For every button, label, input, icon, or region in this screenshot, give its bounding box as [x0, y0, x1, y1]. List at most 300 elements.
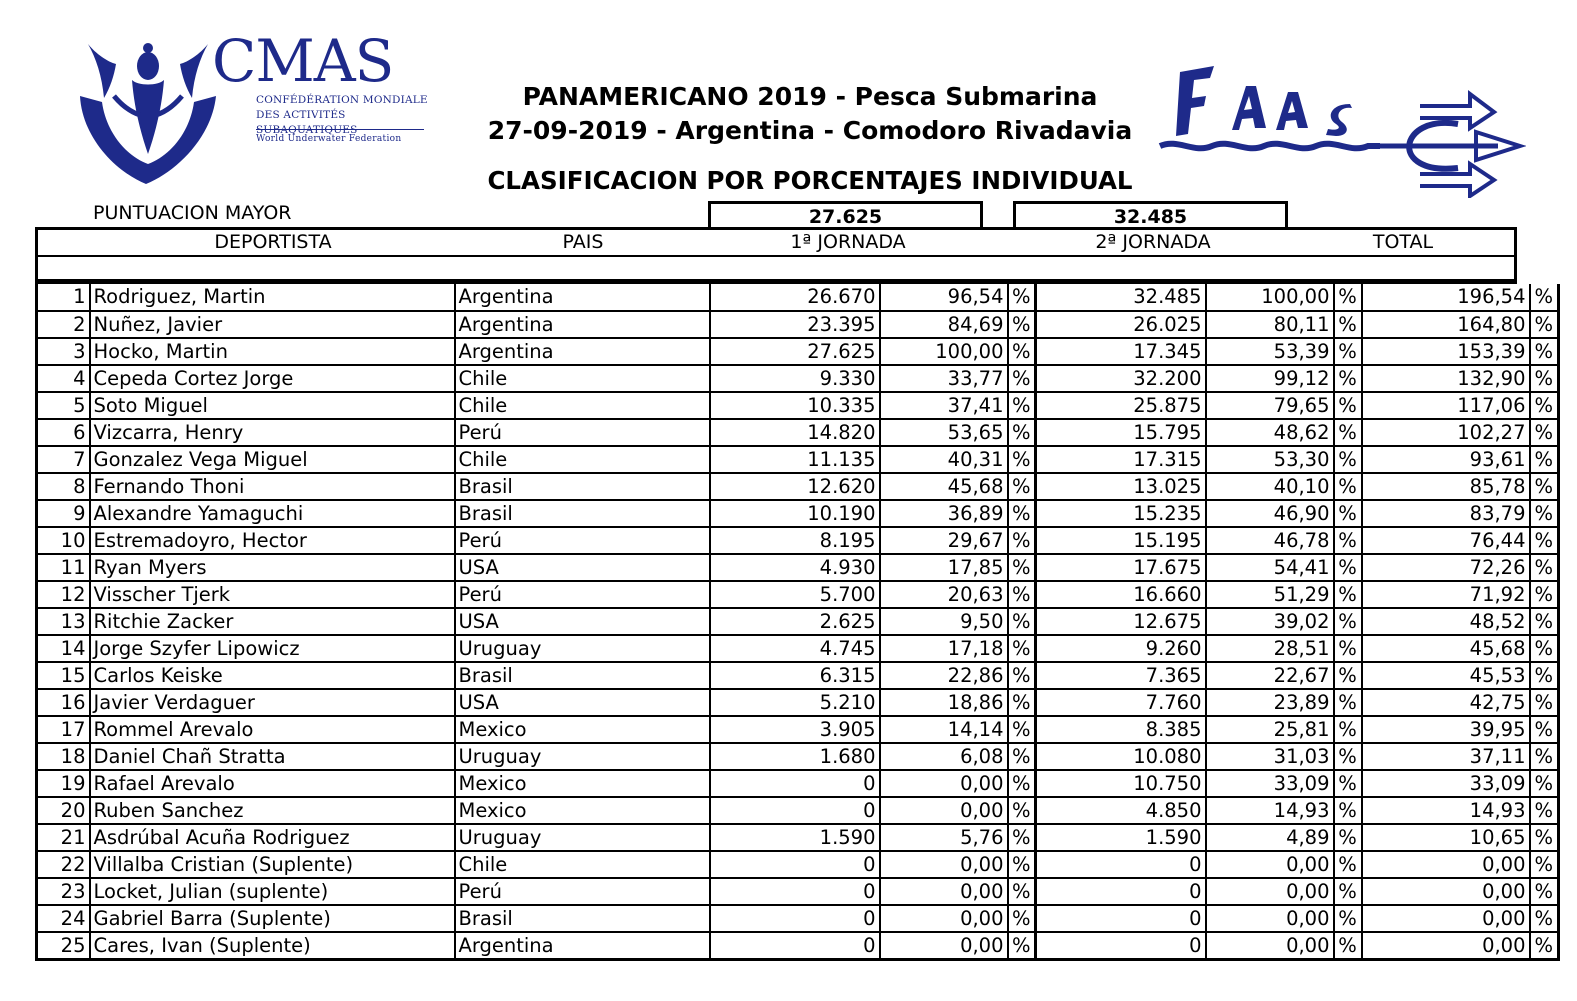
day1-points: 3.905 [710, 716, 880, 743]
day2-percent: 79,65 [1206, 392, 1334, 419]
country-name: Perú [455, 419, 710, 446]
day2-percent-symbol: % [1334, 284, 1362, 311]
table-row [37, 527, 1559, 554]
day1-points: 0 [710, 932, 880, 960]
day1-percent-symbol: % [1008, 635, 1036, 662]
total-percent-symbol: % [1530, 743, 1559, 770]
total-percent-symbol: % [1530, 338, 1559, 365]
event-title: PANAMERICANO 2019 - Pesca Submarina [522, 82, 1098, 111]
day2-percent-symbol: % [1334, 392, 1362, 419]
day2-percent-symbol: % [1334, 743, 1362, 770]
day2-points: 15.795 [1036, 419, 1206, 446]
total-percent-symbol: % [1530, 311, 1559, 338]
country-name: Chile [455, 365, 710, 392]
total-percent-symbol: % [1530, 446, 1559, 473]
day2-percent-symbol: % [1334, 770, 1362, 797]
total-percent-symbol: % [1530, 689, 1559, 716]
total-percent-symbol: % [1530, 554, 1559, 581]
total-percent: 93,61 [1362, 446, 1530, 473]
day1-points: 1.590 [710, 824, 880, 851]
day2-percent-symbol: % [1334, 338, 1362, 365]
day1-percent: 0,00 [880, 878, 1008, 905]
day2-points: 17.675 [1036, 554, 1206, 581]
day1-percent-symbol: % [1008, 581, 1036, 608]
table-row [37, 770, 1559, 797]
day2-percent-symbol: % [1334, 905, 1362, 932]
athlete-name: Cares, Ivan (Suplente) [90, 932, 455, 960]
country-name: USA [455, 608, 710, 635]
table-row [37, 338, 1559, 365]
rank-cell: 15 [37, 662, 90, 689]
cmas-subtitle-line2: DES ACTIVITÉS SUBAQUATIQUES [256, 109, 358, 136]
day1-percent: 18,86 [880, 689, 1008, 716]
day2-percent-symbol: % [1334, 365, 1362, 392]
day1-percent: 14,14 [880, 716, 1008, 743]
table-row [37, 392, 1559, 419]
cmas-subtitle [256, 93, 431, 138]
column-day2: 2ª JORNADA [1095, 231, 1211, 253]
day2-percent: 0,00 [1206, 932, 1334, 960]
day1-points: 0 [710, 878, 880, 905]
day1-percent-symbol: % [1008, 446, 1036, 473]
day2-percent: 54,41 [1206, 554, 1334, 581]
day2-points: 25.875 [1036, 392, 1206, 419]
day1-percent: 0,00 [880, 770, 1008, 797]
athlete-name: Rodriguez, Martin [90, 284, 455, 311]
day2-percent-symbol: % [1334, 446, 1362, 473]
day1-percent: 53,65 [880, 419, 1008, 446]
day2-points: 0 [1036, 905, 1206, 932]
day2-percent: 33,09 [1206, 770, 1334, 797]
event-date-location: 27-09-2019 - Argentina - Comodoro Rivadavia [487, 116, 1133, 145]
table-row [37, 446, 1559, 473]
country-name: Perú [455, 581, 710, 608]
athlete-name: Ruben Sanchez [90, 797, 455, 824]
day1-percent-symbol: % [1008, 608, 1036, 635]
total-percent-symbol: % [1530, 365, 1559, 392]
country-name: Argentina [455, 932, 710, 960]
total-percent: 83,79 [1362, 500, 1530, 527]
day1-percent: 45,68 [880, 473, 1008, 500]
athlete-name: Alexandre Yamaguchi [90, 500, 455, 527]
best-score-day2: 32.485 [1013, 201, 1288, 229]
rank-cell: 11 [37, 554, 90, 581]
day2-points: 4.850 [1036, 797, 1206, 824]
rank-cell: 7 [37, 446, 90, 473]
table-row [37, 581, 1559, 608]
day2-points: 1.590 [1036, 824, 1206, 851]
day2-percent: 0,00 [1206, 878, 1334, 905]
total-percent: 117,06 [1362, 392, 1530, 419]
day1-percent: 0,00 [880, 851, 1008, 878]
faas-logo-icon [1158, 64, 1526, 198]
day2-points: 10.750 [1036, 770, 1206, 797]
day1-percent-symbol: % [1008, 743, 1036, 770]
day2-points: 32.485 [1036, 284, 1206, 311]
total-percent: 45,53 [1362, 662, 1530, 689]
rank-cell: 24 [37, 905, 90, 932]
rank-cell: 2 [37, 311, 90, 338]
athlete-name: Locket, Julian (suplente) [90, 878, 455, 905]
day1-points: 0 [710, 770, 880, 797]
athlete-name: Estremadoyro, Hector [90, 527, 455, 554]
total-percent-symbol: % [1530, 608, 1559, 635]
day1-percent: 17,18 [880, 635, 1008, 662]
day1-points: 8.195 [710, 527, 880, 554]
day2-percent: 80,11 [1206, 311, 1334, 338]
day1-percent-symbol: % [1008, 419, 1036, 446]
athlete-name: Soto Miguel [90, 392, 455, 419]
total-percent: 10,65 [1362, 824, 1530, 851]
rank-cell: 17 [37, 716, 90, 743]
athlete-name: Rafael Arevalo [90, 770, 455, 797]
table-row [37, 635, 1559, 662]
cmas-emblem-icon [74, 36, 222, 186]
athlete-name: Visscher Tjerk [90, 581, 455, 608]
table-row [37, 311, 1559, 338]
day1-percent-symbol: % [1008, 932, 1036, 960]
day1-points: 27.625 [710, 338, 880, 365]
day1-points: 4.745 [710, 635, 880, 662]
athlete-name: Javier Verdaguer [90, 689, 455, 716]
day2-points: 32.200 [1036, 365, 1206, 392]
day2-percent: 0,00 [1206, 851, 1334, 878]
day1-percent: 40,31 [880, 446, 1008, 473]
day1-percent-symbol: % [1008, 797, 1036, 824]
rank-cell: 4 [37, 365, 90, 392]
day1-percent: 0,00 [880, 905, 1008, 932]
day1-percent-symbol: % [1008, 770, 1036, 797]
day2-points: 0 [1036, 932, 1206, 960]
table-row [37, 689, 1559, 716]
total-percent: 0,00 [1362, 932, 1530, 960]
day2-percent: 99,12 [1206, 365, 1334, 392]
day2-points: 8.385 [1036, 716, 1206, 743]
rank-cell: 13 [37, 608, 90, 635]
day1-percent-symbol: % [1008, 284, 1036, 311]
total-percent: 85,78 [1362, 473, 1530, 500]
country-name: Brasil [455, 473, 710, 500]
day1-percent: 22,86 [880, 662, 1008, 689]
day1-points: 1.680 [710, 743, 880, 770]
day2-percent: 28,51 [1206, 635, 1334, 662]
rank-cell: 20 [37, 797, 90, 824]
results-table [35, 284, 1560, 961]
day1-points: 23.395 [710, 311, 880, 338]
athlete-name: Nuñez, Javier [90, 311, 455, 338]
day1-percent-symbol: % [1008, 851, 1036, 878]
rank-cell: 16 [37, 689, 90, 716]
table-row [37, 662, 1559, 689]
day1-points: 0 [710, 851, 880, 878]
classification-title: CLASIFICACION POR PORCENTAJES INDIVIDUAL [487, 166, 1133, 195]
day2-percent: 48,62 [1206, 419, 1334, 446]
country-name: Chile [455, 392, 710, 419]
total-percent: 14,93 [1362, 797, 1530, 824]
total-percent: 45,68 [1362, 635, 1530, 662]
day1-percent: 0,00 [880, 797, 1008, 824]
day1-percent-symbol: % [1008, 392, 1036, 419]
day2-percent-symbol: % [1334, 662, 1362, 689]
country-name: Argentina [455, 284, 710, 311]
day2-percent-symbol: % [1334, 878, 1362, 905]
athlete-name: Daniel Chañ Stratta [90, 743, 455, 770]
day1-percent: 37,41 [880, 392, 1008, 419]
total-percent: 164,80 [1362, 311, 1530, 338]
country-name: Chile [455, 446, 710, 473]
day1-percent-symbol: % [1008, 689, 1036, 716]
rank-cell: 9 [37, 500, 90, 527]
day1-percent-symbol: % [1008, 311, 1036, 338]
total-percent-symbol: % [1530, 635, 1559, 662]
total-percent-symbol: % [1530, 284, 1559, 311]
day2-points: 12.675 [1036, 608, 1206, 635]
day1-points: 12.620 [710, 473, 880, 500]
country-name: Mexico [455, 716, 710, 743]
total-percent-symbol: % [1530, 824, 1559, 851]
total-percent: 37,11 [1362, 743, 1530, 770]
total-percent-symbol: % [1530, 905, 1559, 932]
day2-points: 15.235 [1036, 500, 1206, 527]
day1-percent-symbol: % [1008, 824, 1036, 851]
total-percent-symbol: % [1530, 581, 1559, 608]
day2-percent-symbol: % [1334, 581, 1362, 608]
day2-points: 26.025 [1036, 311, 1206, 338]
day1-percent: 9,50 [880, 608, 1008, 635]
athlete-name: Jorge Szyfer Lipowicz [90, 635, 455, 662]
day1-percent: 5,76 [880, 824, 1008, 851]
rank-cell: 19 [37, 770, 90, 797]
total-percent-symbol: % [1530, 662, 1559, 689]
day2-percent: 25,81 [1206, 716, 1334, 743]
athlete-name: Vizcarra, Henry [90, 419, 455, 446]
athlete-name: Asdrúbal Acuña Rodriguez [90, 824, 455, 851]
table-row [37, 716, 1559, 743]
day1-percent-symbol: % [1008, 365, 1036, 392]
day1-points: 0 [710, 797, 880, 824]
total-percent-symbol: % [1530, 797, 1559, 824]
day1-percent: 100,00 [880, 338, 1008, 365]
day2-points: 16.660 [1036, 581, 1206, 608]
athlete-name: Carlos Keiske [90, 662, 455, 689]
table-row [37, 500, 1559, 527]
table-row [37, 932, 1559, 960]
column-country: PAIS [562, 231, 604, 253]
day2-points: 10.080 [1036, 743, 1206, 770]
athlete-name: Gabriel Barra (Suplente) [90, 905, 455, 932]
table-row [37, 824, 1559, 851]
table-row [37, 365, 1559, 392]
day1-points: 10.335 [710, 392, 880, 419]
best-score-label: PUNTUACION MAYOR [93, 202, 292, 224]
column-athlete: DEPORTISTA [214, 231, 332, 253]
day2-percent: 46,78 [1206, 527, 1334, 554]
day1-percent: 96,54 [880, 284, 1008, 311]
day1-percent-symbol: % [1008, 338, 1036, 365]
total-percent: 196,54 [1362, 284, 1530, 311]
day2-percent: 51,29 [1206, 581, 1334, 608]
rank-cell: 23 [37, 878, 90, 905]
total-percent: 71,92 [1362, 581, 1530, 608]
day2-percent-symbol: % [1334, 527, 1362, 554]
day2-percent-symbol: % [1334, 419, 1362, 446]
rank-cell: 3 [37, 338, 90, 365]
athlete-name: Villalba Cristian (Suplente) [90, 851, 455, 878]
rank-cell: 10 [37, 527, 90, 554]
day1-percent-symbol: % [1008, 662, 1036, 689]
country-name: Mexico [455, 797, 710, 824]
country-name: Chile [455, 851, 710, 878]
day2-points: 17.345 [1036, 338, 1206, 365]
rank-cell: 1 [37, 284, 90, 311]
table-row [37, 473, 1559, 500]
cmas-subtitle-line1: CONFÉDÉRATION MONDIALE [256, 94, 428, 106]
country-name: Brasil [455, 500, 710, 527]
day2-percent: 40,10 [1206, 473, 1334, 500]
cmas-federation-name: World Underwater Federation [256, 134, 402, 144]
total-percent-symbol: % [1530, 500, 1559, 527]
day2-points: 15.195 [1036, 527, 1206, 554]
day1-percent: 20,63 [880, 581, 1008, 608]
athlete-name: Fernando Thoni [90, 473, 455, 500]
rank-cell: 18 [37, 743, 90, 770]
day2-percent: 53,39 [1206, 338, 1334, 365]
total-percent-symbol: % [1530, 770, 1559, 797]
table-row [37, 554, 1559, 581]
day2-percent-symbol: % [1334, 932, 1362, 960]
day2-percent-symbol: % [1334, 554, 1362, 581]
total-percent: 72,26 [1362, 554, 1530, 581]
day2-percent-symbol: % [1334, 473, 1362, 500]
day1-points: 0 [710, 905, 880, 932]
cmas-divider [256, 129, 424, 130]
athlete-name: Rommel Arevalo [90, 716, 455, 743]
total-percent: 102,27 [1362, 419, 1530, 446]
total-percent: 153,39 [1362, 338, 1530, 365]
total-percent: 48,52 [1362, 608, 1530, 635]
column-header [35, 227, 1517, 257]
column-day1: 1ª JORNADA [790, 231, 906, 253]
country-name: Argentina [455, 311, 710, 338]
day1-percent-symbol: % [1008, 905, 1036, 932]
day2-percent-symbol: % [1334, 689, 1362, 716]
country-name: Uruguay [455, 743, 710, 770]
rank-cell: 21 [37, 824, 90, 851]
day2-percent: 100,00 [1206, 284, 1334, 311]
day1-percent: 0,00 [880, 932, 1008, 960]
day1-points: 5.700 [710, 581, 880, 608]
country-name: Uruguay [455, 635, 710, 662]
total-percent: 0,00 [1362, 878, 1530, 905]
rank-cell: 22 [37, 851, 90, 878]
athlete-name: Ritchie Zacker [90, 608, 455, 635]
total-percent: 0,00 [1362, 851, 1530, 878]
day1-percent-symbol: % [1008, 878, 1036, 905]
day2-percent: 0,00 [1206, 905, 1334, 932]
day2-percent-symbol: % [1334, 311, 1362, 338]
country-name: Perú [455, 878, 710, 905]
rank-cell: 5 [37, 392, 90, 419]
total-percent: 76,44 [1362, 527, 1530, 554]
day1-percent-symbol: % [1008, 473, 1036, 500]
day1-percent-symbol: % [1008, 554, 1036, 581]
day1-points: 4.930 [710, 554, 880, 581]
table-row [37, 743, 1559, 770]
total-percent-symbol: % [1530, 878, 1559, 905]
day2-points: 13.025 [1036, 473, 1206, 500]
table-row [37, 878, 1559, 905]
day1-percent: 6,08 [880, 743, 1008, 770]
column-total: TOTAL [1372, 231, 1434, 253]
total-percent: 0,00 [1362, 905, 1530, 932]
cmas-name: CMAS [212, 27, 394, 95]
day2-percent: 53,30 [1206, 446, 1334, 473]
day2-points: 9.260 [1036, 635, 1206, 662]
day1-points: 11.135 [710, 446, 880, 473]
day1-points: 5.210 [710, 689, 880, 716]
day1-percent: 36,89 [880, 500, 1008, 527]
table-row [37, 419, 1559, 446]
country-name: Uruguay [455, 824, 710, 851]
country-name: USA [455, 554, 710, 581]
table-row [37, 851, 1559, 878]
day1-points: 6.315 [710, 662, 880, 689]
total-percent-symbol: % [1530, 392, 1559, 419]
day2-percent: 46,90 [1206, 500, 1334, 527]
day1-percent-symbol: % [1008, 716, 1036, 743]
country-name: Brasil [455, 905, 710, 932]
day2-percent: 14,93 [1206, 797, 1334, 824]
day1-percent-symbol: % [1008, 527, 1036, 554]
day2-percent-symbol: % [1334, 797, 1362, 824]
country-name: USA [455, 689, 710, 716]
day2-points: 0 [1036, 878, 1206, 905]
day2-percent: 4,89 [1206, 824, 1334, 851]
athlete-name: Hocko, Martin [90, 338, 455, 365]
table-row [37, 284, 1559, 311]
day2-percent: 23,89 [1206, 689, 1334, 716]
country-name: Perú [455, 527, 710, 554]
day2-points: 0 [1036, 851, 1206, 878]
athlete-name: Ryan Myers [90, 554, 455, 581]
table-row [37, 608, 1559, 635]
day2-percent-symbol: % [1334, 608, 1362, 635]
total-percent: 39,95 [1362, 716, 1530, 743]
athlete-name: Gonzalez Vega Miguel [90, 446, 455, 473]
total-percent: 132,90 [1362, 365, 1530, 392]
total-percent-symbol: % [1530, 419, 1559, 446]
athlete-name: Cepeda Cortez Jorge [90, 365, 455, 392]
day1-points: 14.820 [710, 419, 880, 446]
country-name: Brasil [455, 662, 710, 689]
total-percent-symbol: % [1530, 527, 1559, 554]
rank-cell: 14 [37, 635, 90, 662]
day1-percent: 84,69 [880, 311, 1008, 338]
day1-points: 9.330 [710, 365, 880, 392]
day1-percent: 29,67 [880, 527, 1008, 554]
day2-percent-symbol: % [1334, 716, 1362, 743]
day1-percent: 17,85 [880, 554, 1008, 581]
day1-percent-symbol: % [1008, 500, 1036, 527]
day2-points: 17.315 [1036, 446, 1206, 473]
total-percent-symbol: % [1530, 716, 1559, 743]
rank-cell: 8 [37, 473, 90, 500]
table-row [37, 797, 1559, 824]
day2-percent: 39,02 [1206, 608, 1334, 635]
total-percent: 42,75 [1362, 689, 1530, 716]
rank-cell: 12 [37, 581, 90, 608]
day1-percent: 33,77 [880, 365, 1008, 392]
